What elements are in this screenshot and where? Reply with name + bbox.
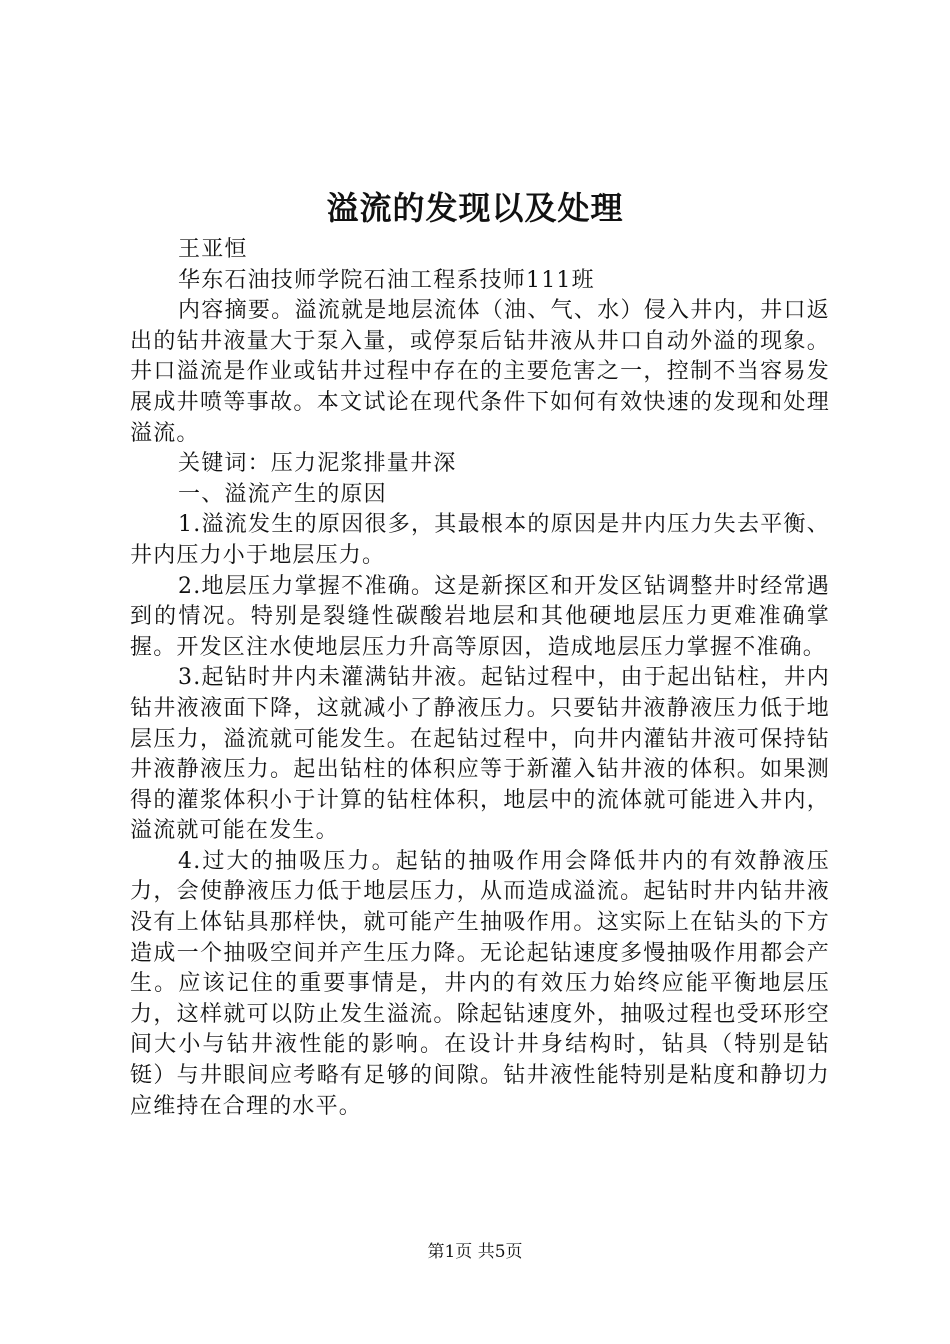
abstract-paragraph: 内容摘要。溢流就是地层流体（油、气、水）侵入井内，井口返出的钻井液量大于泵入量，或停泵后钻井液从井口自动外溢的现象。井口溢流是作业或钻井过程中存在的主要危害之一，控制不当容易发展成井喷等事故。本文试论在现代条件下如何有效快速的发现和处理溢流。 — [130, 298, 830, 446]
author-line: 王亚恒 — [178, 237, 248, 262]
section-heading: 一、溢流产生的原因 — [178, 481, 387, 507]
list-item-1: 1.溢流发生的原因很多，其最根本的原因是井内压力失去平衡、井内压力小于地层压力。 — [130, 512, 830, 568]
document-body — [130, 235, 830, 1122]
page-number-footer: 第1页 共5页 — [427, 1242, 523, 1262]
affiliation-line: 华东石油技师学院石油工程系技师111班 — [178, 267, 595, 293]
document-title: 溢流的发现以及处理 — [326, 189, 624, 227]
keywords-line: 关键词：压力泥浆排量井深 — [178, 451, 457, 477]
list-item-2: 2.地层压力掌握不准确。这是新探区和开发区钻调整井时经常遇到的情况。特别是裂缝性碳酸岩地层和其他硬地层压力更难准确掌握。开发区注水使地层压力升高等原因，造成地层压力掌握不准确。 — [130, 573, 830, 660]
list-item-4: 4.过大的抽吸压力。起钻的抽吸作用会降低井内的有效静液压力，会使静液压力低于地层压力，从而造成溢流。起钻时井内钻井液没有上体钻具那样快，就可能产生抽吸作用。这实际上在钻头的下方造成一个抽吸空间并产生压力降。无论起钻速度多慢抽吸作用都会产生。应该记住的重要事情是，井内的有效压力始终应能平衡地层压力，这样就可以防止发生溢流。除起钻速度外，抽吸过程也受环形空间大小与钻井液性能的影响。在设计井身结构时，钻具（特别是钻铤）与井眼间应考略有足够的间隙。钻井液性能特别是粘度和静切力应维持在合理的水平。 — [130, 848, 830, 1119]
list-item-3: 3.起钻时井内未灌满钻井液。起钻过程中，由于起出钻柱，井内钻井液液面下降，这就减小了静液压力。只要钻井液静液压力低于地层压力，溢流就可能发生。在起钻过程中，向井内灌钻井液可保持钻井液静液压力。起出钻柱的体积应等于新灌入钻井液的体积。如果测得的灌浆体积小于计算的钻柱体积，地层中的流体就可能进入井内，溢流就可能在发生。 — [130, 665, 830, 844]
